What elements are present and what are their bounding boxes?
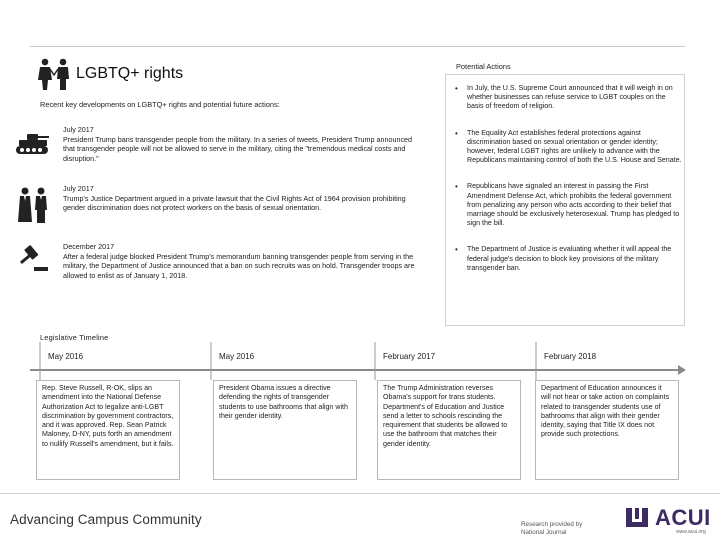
- acui-logo-text: ACUI: [655, 505, 711, 530]
- timeline-entry: Rep. Steve Russell, R-OK, slips an amendment into the National Defense Authorization Act to legalize anti-LGBT discrimination by government contractors, and it was approved. Rep. Sean Patrick Maloney, D-NY, puts forth an amendment to nullify Russell's amendment, but it fails.: [36, 380, 180, 480]
- event-date: December 2017: [63, 242, 115, 251]
- timeline-entry: Department of Education announces it will not hear or take action on complaints related to transgender students use of bathrooms that align with their gender identity, saying that Title IX does not provide such protections.: [535, 380, 679, 480]
- event-date: July 2017: [63, 184, 94, 193]
- action-item: • The Department of Justice is evaluating whether it will appeal the federal judge's decision to block key provisions of the military transgender ban.: [452, 245, 684, 273]
- footer-rule: [0, 493, 720, 494]
- page-title: LGBTQ+ rights: [76, 65, 184, 82]
- timeline-date: May 2016: [219, 352, 255, 361]
- event-text: After a federal judge blocked President Trump's memorandum banning transgender people from serving in the military, the Department of Justice announced that a ban on such recruits was on hold. Transgender troops are allowed to enlist as of January 1, 2018.: [63, 252, 415, 280]
- timeline-entry: President Obama issues a directive defending the rights of transgender students to use bathrooms that align with their gender identity.: [213, 380, 357, 480]
- timeline-entry: The Trump Administration reverses Obama's support for trans students. Department's of Education and Justice send a letter to schools rescinding the requirement that students be allowed to use the bathroom that matches their gender identity.: [377, 380, 521, 480]
- research-credit-line: National Journal: [521, 528, 567, 536]
- potential-actions-title: Potential Actions: [456, 62, 511, 71]
- event-text: Trump's Justice Department argued in a private lawsuit that the Civil Rights Act of 1964 provision prohibiting gender discrimination does not protect workers on the basis of sexual orientation.: [63, 194, 406, 213]
- action-item: • In July, the U.S. Supreme Court announced that it will weigh in on whether businesses can refuse service to LGBT couples on the basis of freedom of religion.: [452, 84, 684, 112]
- action-item: • Republicans have signaled an interest in passing the First Amendment Defense Act, which prohibits the federal government from penalizing any person who acts according to their belief that marriage should be exclusively heterosexual. Trump has pledged to sign the bill.: [452, 182, 684, 228]
- timeline-title: Legislative Timeline: [40, 333, 109, 342]
- action-item: • The Equality Act establishes federal protections against discrimination based on sexual orientation or gender identity; however, federal LGBT rights are unlikely to advance with the Republicans maintaining control of both the U.S. House and Senate.: [452, 129, 684, 166]
- footer-tagline: Advancing Campus Community: [10, 512, 202, 527]
- intro-text: Recent key developments on LGBTQ+ rights and potential future actions:: [40, 100, 280, 109]
- acui-url[interactable]: www.acui.org: [676, 529, 706, 535]
- timeline-date: February 2017: [383, 352, 436, 361]
- research-credit: [521, 521, 582, 536]
- event-text: President Trump bans transgender people from the military. In a series of tweets, President Trump announced that transgender people will not be allowed to serve in the military, citing the "tremendous medical costs and disruption.": [63, 135, 413, 163]
- event-date: July 2017: [63, 125, 94, 134]
- timeline-date: May 2016: [48, 352, 84, 361]
- acui-logo-icon: [624, 506, 650, 528]
- research-credit-line: Research provided by: [521, 521, 583, 528]
- timeline-date: February 2018: [544, 352, 597, 361]
